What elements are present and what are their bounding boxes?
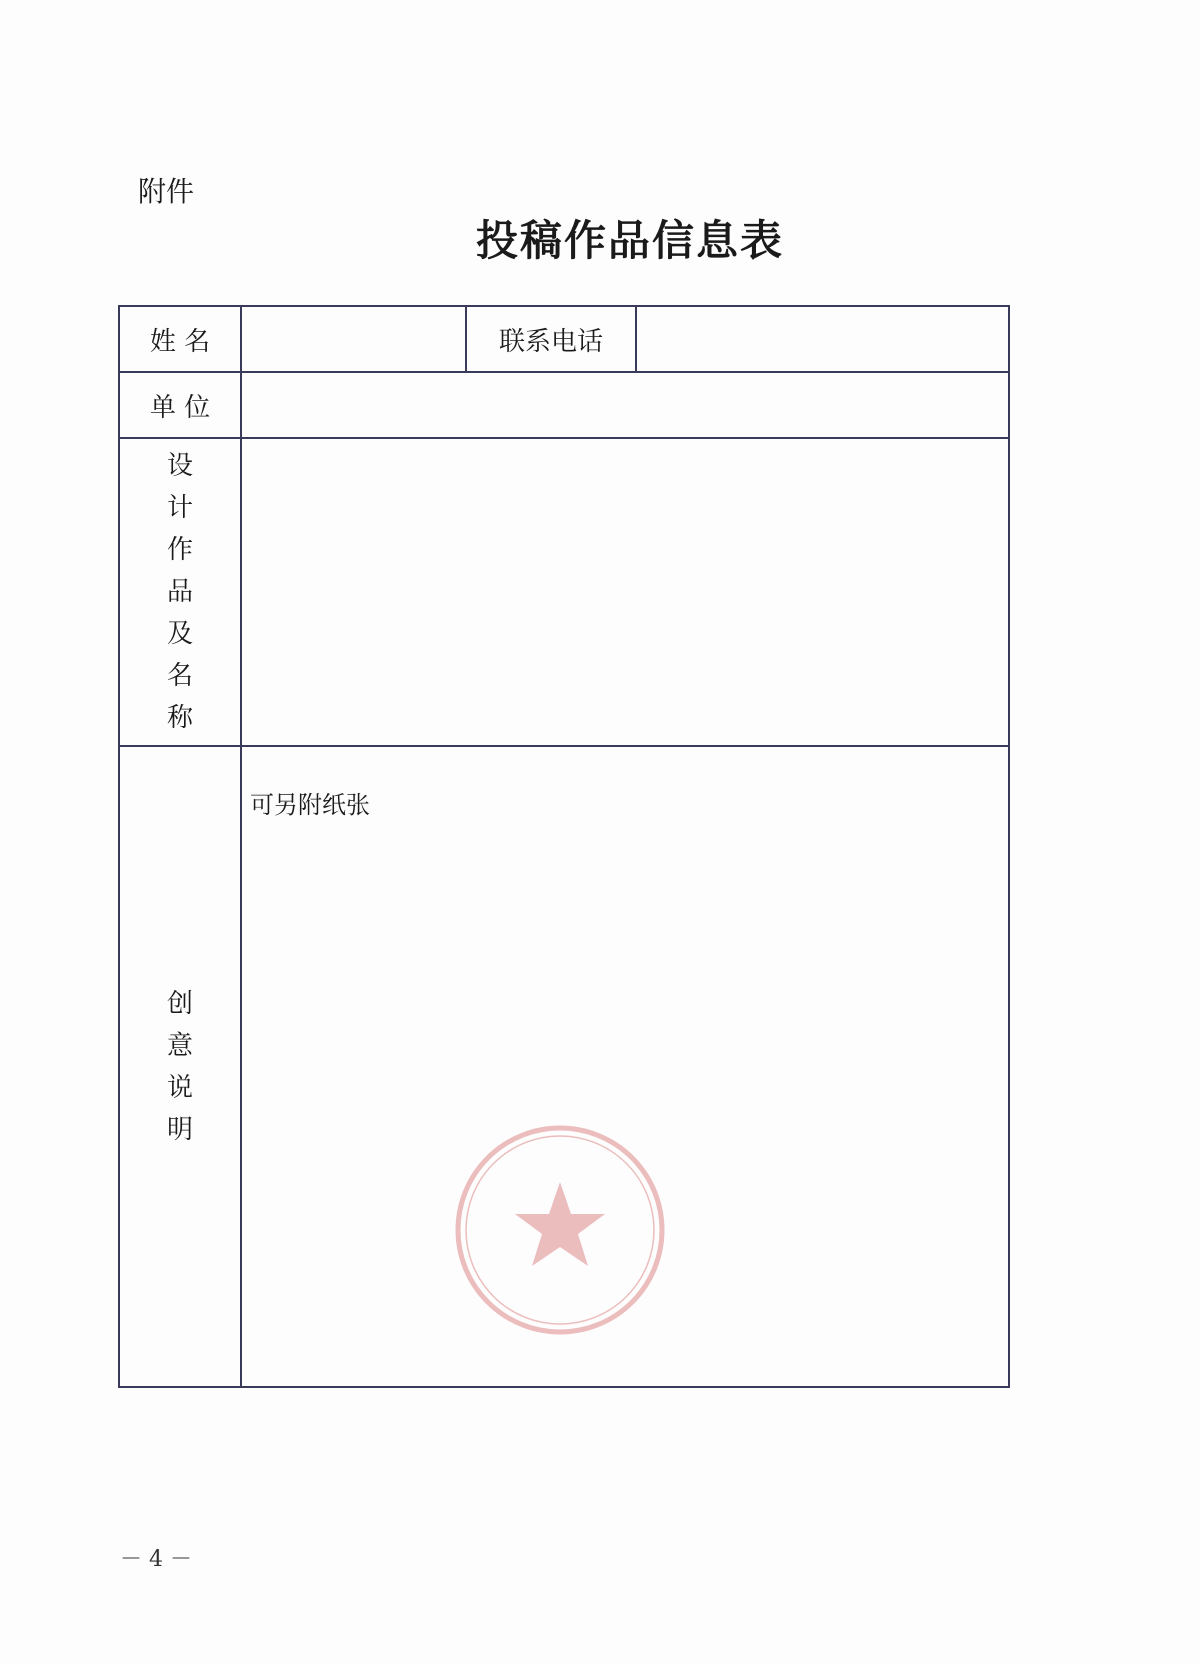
unit-label: 单 位 [149, 392, 211, 423]
form-title: 投稿作品信息表 [475, 216, 784, 265]
idea-label-char: 创 [166, 988, 193, 1019]
idea-label-char: 说 [166, 1072, 193, 1103]
page-number: － 4 － [120, 1547, 192, 1572]
work-label-char: 设 [166, 451, 193, 481]
name-field[interactable] [242, 307, 465, 371]
row-divider [120, 745, 1008, 747]
work-label-char: 名 [166, 661, 193, 691]
attachment-label: 附件 [138, 175, 195, 208]
work-label-char: 计 [166, 493, 193, 523]
star-icon [515, 1182, 605, 1266]
name-label: 姓 名 [149, 326, 211, 357]
official-seal-stamp [450, 1120, 670, 1340]
idea-label-char: 意 [166, 1030, 193, 1061]
idea-description-label [120, 747, 240, 1386]
work-label-char: 品 [166, 577, 193, 607]
phone-label: 联系电话 [498, 326, 603, 357]
unit-field[interactable] [242, 373, 1008, 437]
work-label-char: 及 [166, 619, 193, 649]
idea-label-char: 明 [166, 1114, 193, 1145]
work-name-field[interactable] [242, 439, 1008, 745]
work-name-label [120, 439, 240, 745]
work-label-char: 作 [166, 535, 193, 565]
attach-paper-note: 可另附纸张 [250, 791, 370, 819]
work-label-char: 称 [166, 703, 193, 733]
phone-field[interactable] [637, 307, 1008, 371]
